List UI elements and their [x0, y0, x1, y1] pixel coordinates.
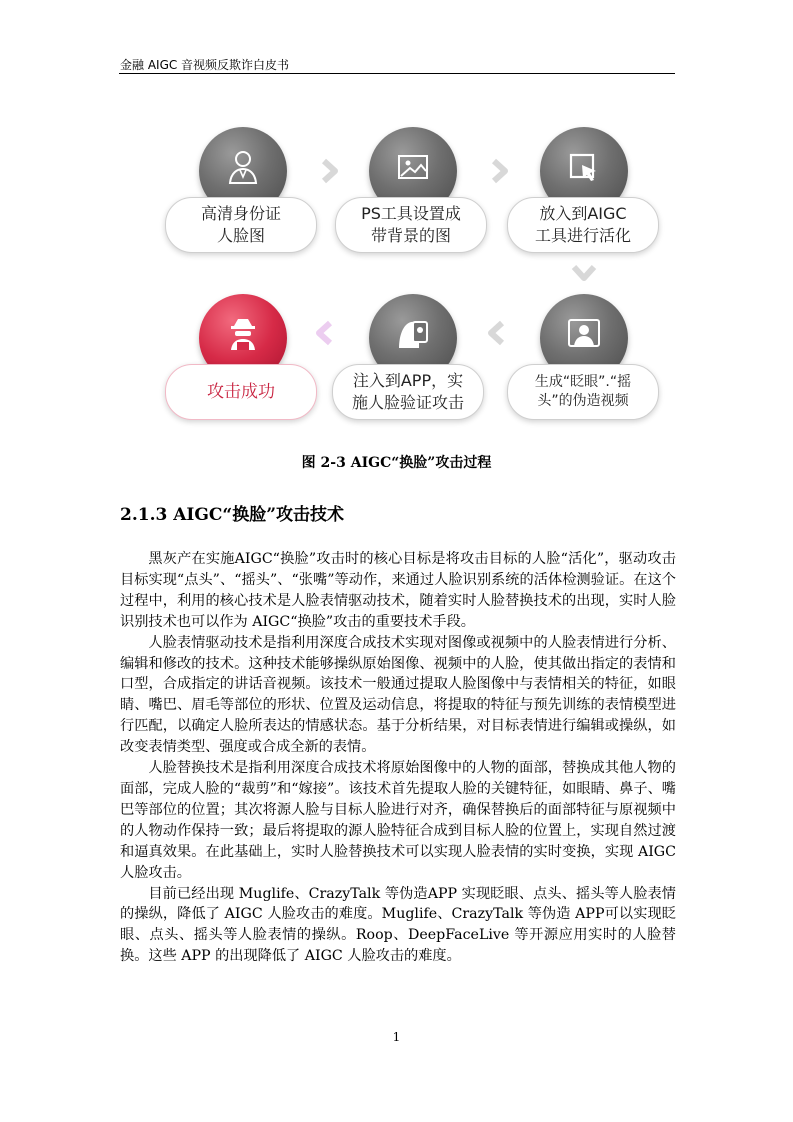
- paragraph: 黑灰产在实施AIGC“换脸”攻击时的核心目标是将攻击目标的人脸“活化”，驱动攻击目标实现“点头”、“摇头”、“张嘴”等动作，来通过人脸识别系统的活体检测验证。在这个过程中，利用的核心技术是人脸表情驱动技术，随着实时人脸替换技术的出现，实时人脸识别技术也可以作为 AIGC“换脸”攻击的重要技术手段。: [120, 551, 676, 630]
- chevron-right-icon: [487, 158, 513, 184]
- section-title: 2.1.3 AIGC“换脸”攻击技术: [120, 505, 344, 525]
- chevron-left-icon: [483, 320, 509, 346]
- running-header: 金融 AIGC 音视频反欺诈白皮书: [120, 58, 290, 72]
- step-ps-background: PS工具设置成 带背景的图: [335, 197, 487, 253]
- step-generate-video: 生成“眨眼”.“摇 头”的伪造视频: [507, 364, 659, 420]
- header-rule: [119, 73, 675, 74]
- paragraph: 人脸替换技术是指利用深度合成技术将原始图像中的人物的面部，替换成其他人物的面部，完成人脸的“裁剪”和“嫁接”。该技术首先提取人脸的关键特征，如眼睛、鼻子、嘴巴等部位的位置；其次将源人脸与目标人脸进行对齐，确保替换后的面部特征与原视频中的人物动作保持一致；最后将提取的源人脸特征合成到目标人脸的位置上，实现自然过渡和逼真效果。在此基础上，实时人脸替换技术可以实现人脸表情的实时变换，实现 AIGC 人脸攻击。: [120, 760, 676, 881]
- step-inject-app: 注入到APP，实 施人脸验证攻击: [332, 364, 484, 420]
- paragraph: 人脸表情驱动技术是指利用深度合成技术实现对图像或视频中的人脸表情进行分析、编辑和修改的技术。这种技术能够操纵原始图像、视频中的人脸，使其做出指定的表情和口型，合成指定的讲话音视频。该技术一般通过提取人脸图像中与表情相关的特征，如眼睛、嘴巴、眉毛等部位的形状、位置及运动信息，将提取的特征与预先训练的表情模型进行匹配，以确定人脸所表达的情感状态。基于分析结果，对目标表情进行编辑或操纵，如改变表情类型、强度或合成全新的表情。: [120, 634, 676, 756]
- page-number: 1: [392, 1030, 401, 1044]
- paragraph: 目前已经出现 Muglife、CrazyTalk 等伪造APP 实现眨眼、点头、摇头等人脸表情的操纵，降低了 AIGC 人脸攻击的难度。Muglife、CrazyTalk 等伪造 APP可以实现眨眼、点头、摇头等人脸表情的操纵。Roop、DeepFaceLive 等开源应用实时的人脸替换。这些 APP 的出现降低了 AIGC 人脸攻击的难度。: [120, 885, 676, 965]
- chevron-left-icon: [311, 320, 337, 346]
- step-id-photo: 高清身份证 人脸图: [165, 197, 317, 253]
- step-aigc-activate: 放入到AIGC 工具进行活化: [507, 197, 659, 253]
- figure-caption: 图 2-3 AIGC“换脸”攻击过程: [301, 455, 492, 471]
- body-text: [120, 549, 676, 967]
- chevron-down-icon: [571, 260, 597, 286]
- chevron-right-icon: [317, 158, 343, 184]
- step-attack-success: 攻击成功: [165, 364, 317, 420]
- attack-process-diagram: [155, 122, 675, 432]
